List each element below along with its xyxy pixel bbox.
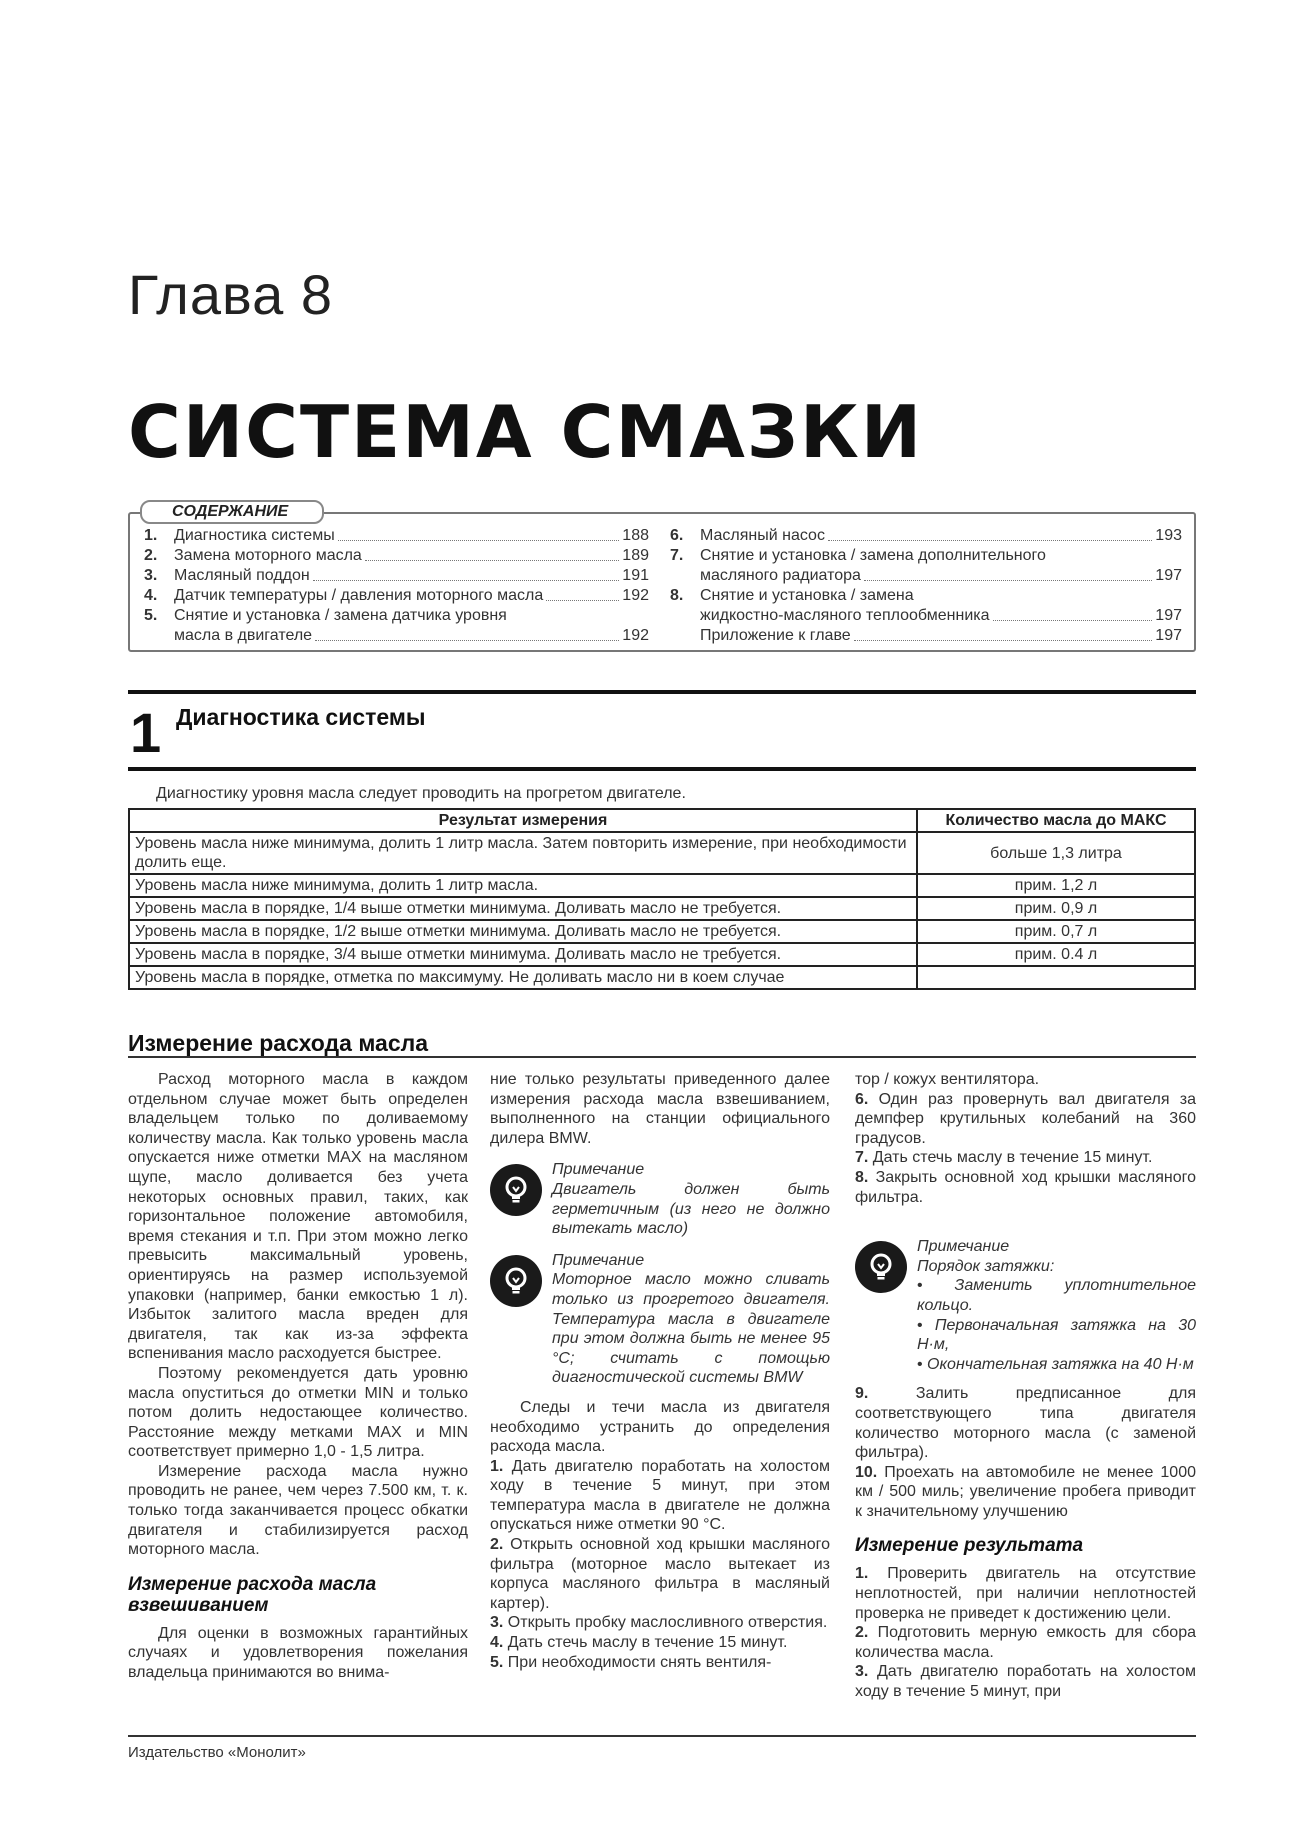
toc-page: 192	[622, 627, 649, 644]
step-number: 5.	[490, 1653, 504, 1671]
toc-text: масла в двигателе	[174, 627, 313, 644]
note-box	[490, 1160, 830, 1238]
toc-text: Диагностика системы	[174, 527, 335, 544]
note-text: Моторное масло можно сливать только из прогретого двигателя. Температура масла в двигателе при этом должна быть не менее 95 °С; считать с помощью диагностической системы BMW	[552, 1271, 830, 1387]
table-cell: прим. 0,7 л	[917, 920, 1195, 943]
step-item	[490, 1633, 830, 1653]
table-cell: Уровень масла ниже минимума, долить 1 литр масла. Затем повторить измерение, при необходимости долить еще.	[129, 832, 917, 874]
step-text: Дать стечь маслу в течение 15 минут.	[507, 1634, 788, 1652]
toc-column-right	[670, 526, 1182, 646]
note-text: Двигатель должен быть герметичным (из него не должно вытекать масло)	[552, 1180, 830, 1238]
step-text: Дать двигателю поработать на холостом ходу в течение 5 минут, при	[855, 1663, 1196, 1701]
note-heading: Примечание	[552, 1251, 645, 1269]
note-box	[855, 1237, 1196, 1374]
step-number: 1.	[490, 1457, 504, 1475]
subsection-rule	[128, 1056, 1196, 1058]
lightbulb-icon	[490, 1164, 542, 1216]
footer-publisher: Издательство «Монолит»	[128, 1744, 306, 1761]
step-number: 8.	[855, 1168, 869, 1186]
table-cell: Уровень масла в порядке, 3/4 выше отметки минимума. Доливать масло не требуется.	[129, 943, 917, 966]
toc-item[interactable]	[144, 586, 649, 606]
note-list-item: • Первоначальная затяжка на 30 Н·м,	[917, 1316, 1196, 1355]
table-row	[129, 897, 1195, 920]
toc-num: 8.	[670, 587, 684, 604]
step-text: Подготовить мерную емкость для сбора количества масла.	[855, 1624, 1196, 1661]
table-header-cell: Количество масла до МАКС	[917, 809, 1195, 832]
note-list-item: • Окончательная затяжка на 40 Н·м	[917, 1355, 1196, 1375]
step-item	[855, 1564, 1196, 1623]
step-item	[855, 1168, 1196, 1207]
step-number: 1.	[855, 1565, 869, 1583]
step-number: 10.	[855, 1463, 878, 1481]
toc-text: Снятие и установка / замена	[700, 587, 914, 604]
toc-item[interactable]	[670, 586, 1182, 606]
section-title: Диагностика системы	[176, 704, 426, 730]
note-heading: Примечание	[552, 1161, 645, 1179]
toc-item[interactable]	[144, 526, 649, 546]
toc-item[interactable]	[670, 606, 1182, 626]
step-text: Открыть пробку маслосливного отверстия.	[507, 1614, 828, 1632]
toc-text: Снятие и установка / замена дополнительного	[700, 547, 1046, 564]
step-item	[490, 1535, 830, 1613]
toc-text: Снятие и установка / замена датчика уровня	[174, 607, 507, 624]
note-subheading: Порядок затяжки:	[917, 1257, 1055, 1275]
step-item	[855, 1623, 1196, 1662]
table-cell	[917, 966, 1195, 989]
toc-item[interactable]	[670, 546, 1182, 566]
table-row	[129, 943, 1195, 966]
column-heading: Измерение расхода масла взвешиванием	[128, 1573, 377, 1616]
note-list	[917, 1276, 1196, 1374]
step-number: 2.	[490, 1536, 504, 1554]
note-box	[490, 1251, 830, 1388]
toc-label: СОДЕРЖАНИЕ	[140, 500, 324, 524]
step-item	[855, 1463, 1196, 1522]
toc-text: жидкостно-масляного теплообменника	[700, 607, 990, 624]
table-header-cell: Результат измерения	[129, 809, 917, 832]
table-of-contents	[128, 503, 1196, 652]
toc-text: Замена моторного масла	[174, 547, 362, 564]
step-number: 4.	[490, 1634, 504, 1652]
paragraph: Расход моторного масла в каждом отдельном случае может быть определен владельцем только по доливаемому количеству масла. Как только уровень масла опускается ниже отметки MAX на масляном щупе, масло доливается без учета некоторых основных правил, таких, как горизонтальное положение автомобиля, время стекания и т.п. При этом можно легко превысить максимальный уровень, ориентируясь на размер используемой упаковки (например, банки емкостью 1 л). Избыток залитого масла вреден для двигателя, так как из-за эффекта вспенивания масло расходуется быстрее.	[128, 1071, 468, 1363]
toc-item[interactable]	[670, 526, 1182, 546]
lightbulb-icon	[490, 1255, 542, 1307]
step-text: Проверить двигатель на отсутствие неплотностей, при наличии неплотностей проверка не приведет к достижению цели.	[855, 1565, 1196, 1622]
step-text: Открыть основной ход крышки масляного фильтра (моторное масло вытекает из корпуса масляного фильтра в масляный картер).	[490, 1536, 830, 1612]
table-row	[129, 966, 1195, 989]
table-cell: больше 1,3 литра	[917, 832, 1195, 874]
step-item	[855, 1148, 1196, 1168]
table-row	[129, 874, 1195, 897]
step-number: 6.	[855, 1090, 869, 1108]
note-heading: Примечание	[917, 1238, 1010, 1256]
toc-num: 5.	[144, 607, 158, 624]
table-row	[129, 832, 1195, 874]
step-text: Дать двигателю поработать на холостом ходу в течение 5 минут, при этом температура масла в двигателе не должна опускаться ниже отметки 90 °С.	[490, 1457, 830, 1534]
step-text: Проехать на автомобиле не менее 1000 км / 500 миль; увеличение пробега приводит к значительному улучшению	[855, 1463, 1196, 1520]
step-number: 9.	[855, 1385, 869, 1403]
table-cell: прим. 1,2 л	[917, 874, 1195, 897]
step-text: Залить предписанное для соответствующего типа двигателя количество моторного масла (с заменой фильтра).	[855, 1385, 1196, 1462]
section-number: 1	[130, 701, 162, 764]
toc-page: 197	[1155, 627, 1182, 644]
lightbulb-icon	[855, 1241, 907, 1293]
toc-num: 6.	[670, 527, 684, 544]
table-cell: Уровень масла ниже минимума, долить 1 литр масла.	[129, 874, 917, 897]
toc-text: Приложение к главе	[700, 627, 851, 644]
text-column-1	[128, 1070, 468, 1683]
toc-text: Масляный поддон	[174, 567, 310, 584]
toc-num: 4.	[144, 587, 158, 604]
chapter-title: СИСТЕМА СМАЗКИ	[128, 390, 924, 474]
paragraph: Следы и течи масла из двигателя необходимо устранить до определения расхода масла.	[490, 1398, 830, 1456]
section-rule-top	[128, 690, 1196, 694]
step-number: 3.	[490, 1614, 504, 1632]
table-cell: прим. 0,9 л	[917, 897, 1195, 920]
step-item	[855, 1662, 1196, 1701]
toc-page: 192	[622, 587, 649, 604]
table-cell: Уровень масла в порядке, 1/4 выше отметки минимума. Доливать масло не требуется.	[129, 897, 917, 920]
step-text: При необходимости снять вентиля-	[507, 1653, 772, 1671]
oil-level-table	[128, 808, 1196, 990]
toc-page: 191	[622, 567, 649, 584]
toc-text: Масляный насос	[700, 527, 825, 544]
toc-item[interactable]	[144, 606, 649, 626]
toc-page: 189	[622, 547, 649, 564]
toc-item[interactable]	[144, 546, 649, 566]
toc-page: 188	[622, 527, 649, 544]
toc-page: 197	[1155, 607, 1182, 624]
step-text: Дать стечь маслу в течение 15 минут.	[872, 1149, 1153, 1167]
step-item	[490, 1653, 830, 1673]
toc-num: 3.	[144, 567, 158, 584]
toc-item[interactable]	[670, 566, 1182, 586]
toc-page: 197	[1155, 567, 1182, 584]
toc-item[interactable]	[144, 566, 649, 586]
toc-page: 193	[1155, 527, 1182, 544]
toc-item[interactable]	[670, 626, 1182, 646]
step-item	[855, 1384, 1196, 1462]
paragraph: Поэтому рекомендуется дать уровню масла опуститься до отметки MIN и только потом долить недостающее количество. Расстояние между метками MAX и MIN соответствует примерно 1,0 - 1,5 литра.	[128, 1364, 468, 1461]
table-cell: Уровень масла в порядке, 1/2 выше отметки минимума. Доливать масло не требуется.	[129, 920, 917, 943]
table-cell: Уровень масла в порядке, отметка по максимуму. Не доливать масло ни в коем случае	[129, 966, 917, 989]
paragraph: Для оценки в возможных гарантийных случаях и удовлетворения пожелания владельца принимаются во внима-	[128, 1624, 468, 1682]
step-item	[490, 1613, 830, 1633]
intro-text: Диагностику уровня масла следует проводить на прогретом двигателе.	[156, 785, 686, 802]
step-item	[490, 1457, 830, 1535]
section-rule-bottom	[128, 767, 1196, 771]
text-column-2	[490, 1070, 830, 1672]
toc-text: Датчик температуры / давления моторного масла	[174, 587, 544, 604]
text-column-3	[855, 1070, 1196, 1702]
toc-column-left	[144, 526, 649, 646]
paragraph: ние только результаты приведенного далее измерения расхода масла взвешиванием, выполненного на станции официального дилера BMW.	[490, 1071, 830, 1147]
step-item	[855, 1090, 1196, 1149]
step-text: Закрыть основной ход крышки масляного фильтра.	[855, 1168, 1196, 1206]
paragraph: Измерение расхода масла нужно проводить не ранее, чем через 7.500 км, т. к. только тогда заканчивается процесс обкатки двигателя и стабилизируется расход моторного масла.	[128, 1462, 468, 1559]
toc-num: 2.	[144, 547, 158, 564]
table-header-row	[129, 809, 1195, 832]
toc-item[interactable]	[144, 626, 649, 646]
step-number: 7.	[855, 1149, 869, 1167]
note-list-item: • Заменить уплотнительное кольцо.	[917, 1276, 1196, 1315]
chapter-label: Глава 8	[128, 263, 333, 326]
column-heading: Измерение результата	[855, 1535, 1084, 1557]
step-text: Один раз провернуть вал двигателя за демпфер крутильных колебаний на 360 градусов.	[855, 1090, 1196, 1147]
toc-text: масляного радиатора	[700, 567, 861, 584]
step-number: 3.	[855, 1663, 869, 1681]
toc-num: 7.	[670, 547, 684, 564]
table-cell: прим. 0.4 л	[917, 943, 1195, 966]
step-number: 2.	[855, 1624, 869, 1642]
subsection-title: Измерение расхода масла	[128, 1030, 429, 1056]
footer-rule	[128, 1735, 1196, 1737]
table-row	[129, 920, 1195, 943]
toc-num: 1.	[144, 527, 158, 544]
paragraph: тор / кожух вентилятора.	[855, 1071, 1040, 1088]
